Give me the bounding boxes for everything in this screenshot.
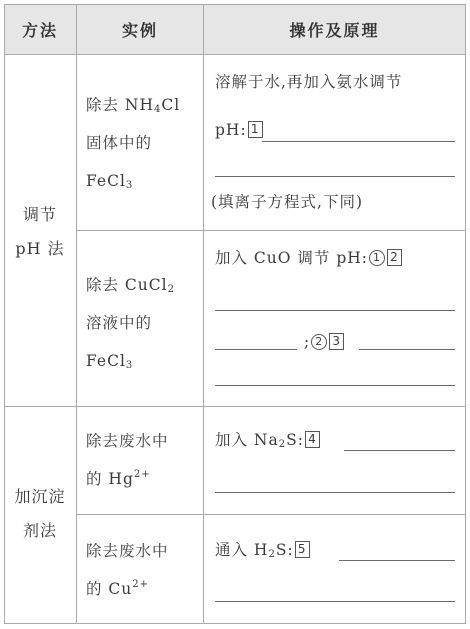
answer-line-4a[interactable] — [344, 450, 455, 451]
answer-box-1: 1 — [248, 121, 263, 138]
grid-line — [4, 54, 466, 55]
removal-methods-table — [4, 4, 466, 624]
method-cell-ph — [4, 198, 76, 266]
example-2-line2: 溶液中的 — [86, 314, 153, 332]
answer-line-3b[interactable] — [215, 385, 455, 386]
header-method-text: 方法 — [21, 20, 58, 40]
operation-3-line1: 加入 $Na_2S$: 4 — [215, 430, 321, 450]
answer-box-5: 5 — [295, 541, 310, 558]
example-cell-1 — [86, 86, 180, 200]
answer-box-3: 3 — [329, 333, 344, 350]
grid-line — [76, 514, 466, 515]
example-1-line2: 固体中的 — [86, 134, 153, 152]
step-marker-1: 1 — [369, 250, 385, 266]
answer-line-5a[interactable] — [339, 560, 455, 561]
example-3-line2: 的 $Hg^{2+}$ — [86, 469, 151, 488]
header-example-text: 实例 — [121, 20, 158, 40]
answer-line-1b[interactable] — [215, 176, 455, 177]
example-1-line1: 除去 $NH_4Cl$ — [86, 96, 181, 115]
grid-line — [76, 4, 77, 624]
answer-line-2a[interactable] — [215, 310, 455, 311]
answer-line-5b[interactable] — [215, 601, 455, 602]
method-cell-precipitant — [4, 480, 76, 548]
example-cell-2 — [86, 266, 175, 380]
method-precipitant-line2: 剂法 — [22, 521, 57, 540]
example-cell-4 — [86, 532, 169, 608]
method-ph-line2: pH 法 — [15, 239, 65, 258]
operation-2-line1: 加入 CuO 调节 pH: 1 2 — [215, 248, 403, 268]
example-3-line1: 除去废水中 — [86, 432, 169, 450]
example-2-line1: 除去 CuCl$_2$ — [86, 276, 175, 295]
operation-1-line2: pH: 1 — [215, 120, 264, 140]
example-cell-3 — [86, 422, 169, 498]
answer-line-2b[interactable] — [215, 349, 297, 350]
method-precipitant-line1: 加沉淀 — [14, 487, 66, 506]
answer-box-4: 4 — [305, 431, 320, 448]
operation-4-line1: 通入 $H_2S$: 5 — [215, 540, 311, 560]
operation-2-line3: ; 2 3 — [304, 332, 345, 352]
header-principle-text: 操作及原理 — [289, 20, 380, 40]
example-4-line1: 除去废水中 — [86, 542, 169, 560]
answer-line-4b[interactable] — [215, 492, 455, 493]
operation-1-note: (填离子方程式,下同) — [211, 193, 364, 211]
step-marker-2: 2 — [311, 334, 327, 350]
grid-line — [203, 4, 204, 624]
example-4-line2: 的 $Cu^{2+}$ — [86, 579, 150, 598]
method-ph-line1: 调节 — [22, 205, 57, 224]
example-1-line3: FeCl$_3$ — [86, 172, 134, 191]
answer-line-1a[interactable] — [262, 141, 455, 142]
answer-line-3a[interactable] — [359, 349, 455, 350]
answer-box-2: 2 — [387, 249, 402, 266]
grid-line — [4, 406, 466, 407]
example-2-line3: FeCl$_3$ — [86, 352, 134, 371]
operation-1-line1: 溶解于水,再加入氨水调节 — [215, 73, 403, 91]
grid-line — [76, 230, 466, 231]
